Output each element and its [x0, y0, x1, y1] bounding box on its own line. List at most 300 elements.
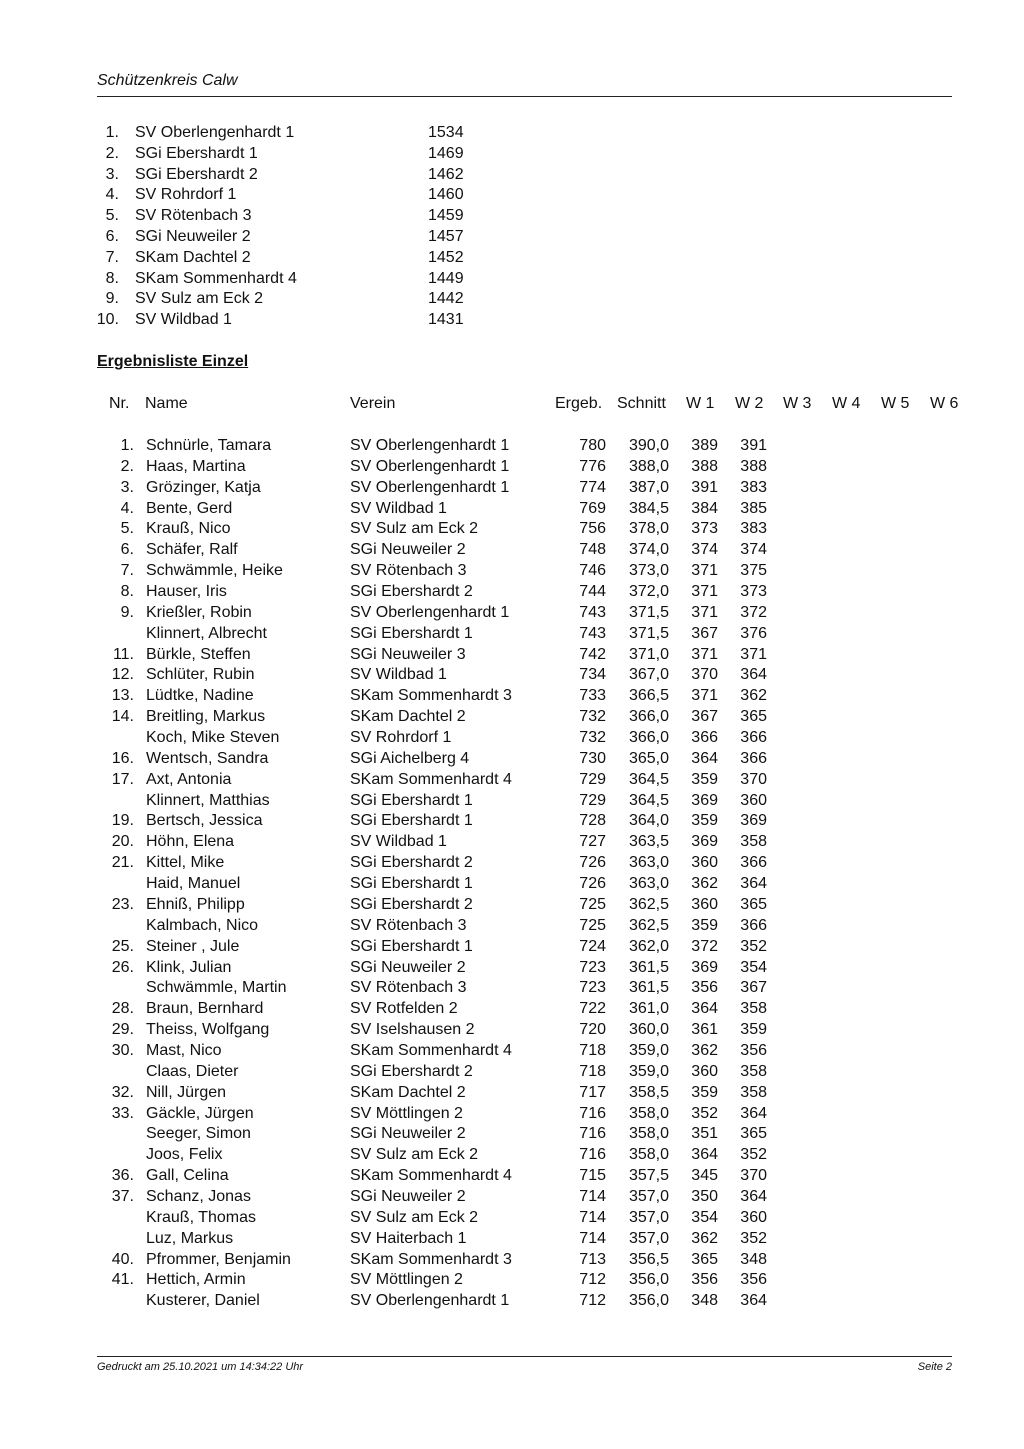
result-total: 756 [579, 520, 606, 538]
result-rank: 3. [120, 478, 134, 496]
result-average: 372,0 [628, 583, 669, 601]
table-row [0, 1061, 1024, 1082]
result-average: 366,5 [628, 687, 669, 705]
result-club: SV Wildbad 1 [350, 499, 447, 517]
result-club: SV Wildbad 1 [350, 833, 447, 851]
result-total: 720 [579, 1021, 606, 1039]
result-club: SV Iselshausen 2 [350, 1021, 475, 1039]
col-w5: W 5 [881, 395, 910, 412]
result-w1: 369 [691, 958, 718, 976]
team-rank: 5. [105, 207, 119, 225]
results-column-headers [0, 393, 1024, 415]
table-row [0, 727, 1024, 748]
result-name: Wentsch, Sandra [146, 749, 269, 767]
result-club: SV Rotfelden 2 [350, 1000, 458, 1018]
result-w1: 354 [691, 1208, 718, 1226]
result-average: 358,0 [628, 1104, 669, 1122]
col-w3: W 3 [783, 395, 812, 412]
result-w1: 365 [691, 1250, 718, 1268]
col-nr: Nr. [109, 395, 130, 412]
result-total: 732 [579, 729, 606, 747]
result-rank: 32. [111, 1083, 134, 1101]
result-w1: 348 [691, 1292, 718, 1310]
col-w6: W 6 [930, 395, 959, 412]
result-average: 364,0 [628, 812, 669, 830]
result-average: 373,0 [628, 562, 669, 580]
result-w2: 367 [740, 979, 767, 997]
result-w2: 372 [740, 603, 767, 621]
result-total: 727 [579, 833, 606, 851]
team-score: 1459 [428, 207, 464, 225]
result-name: Höhn, Elena [146, 833, 235, 851]
result-name: Axt, Antonia [146, 770, 232, 788]
result-total: 743 [579, 624, 606, 642]
table-row [0, 518, 1024, 539]
result-total: 728 [579, 812, 606, 830]
result-rank: 29. [111, 1021, 134, 1039]
table-row [0, 477, 1024, 498]
result-total: 743 [579, 603, 606, 621]
table-row [0, 1186, 1024, 1207]
result-total: 729 [579, 770, 606, 788]
team-row [0, 164, 600, 185]
table-row [0, 1082, 1024, 1103]
result-average: 364,5 [628, 791, 669, 809]
team-score: 1457 [428, 228, 464, 245]
result-club: SV Rötenbach 3 [350, 562, 467, 580]
result-average: 361,5 [628, 958, 669, 976]
result-w1: 351 [691, 1125, 718, 1143]
table-row [0, 435, 1024, 456]
result-club: SGi Ebershardt 1 [350, 937, 473, 955]
result-club: SGi Aichelberg 4 [350, 749, 470, 767]
result-w1: 370 [691, 666, 718, 684]
team-club: SKam Sommenhardt 4 [135, 269, 297, 287]
result-total: 713 [579, 1250, 606, 1268]
team-row [0, 247, 600, 268]
result-name: Seeger, Simon [146, 1125, 251, 1143]
result-w1: 359 [691, 812, 718, 830]
result-rank: 19. [111, 812, 134, 830]
result-w1: 364 [691, 1146, 718, 1164]
result-w1: 374 [691, 541, 718, 559]
result-average: 371,5 [628, 603, 669, 621]
team-rank: 9. [105, 290, 119, 308]
result-club: SGi Neuweiler 2 [350, 541, 466, 559]
result-total: 714 [579, 1229, 606, 1247]
result-club: SKam Sommenhardt 3 [350, 1250, 512, 1268]
table-row [0, 790, 1024, 811]
team-score: 1462 [428, 165, 464, 183]
result-name: Schwämmle, Heike [146, 562, 283, 580]
result-w1: 371 [691, 687, 718, 705]
table-row [0, 560, 1024, 581]
team-row [0, 205, 600, 226]
table-row [0, 1040, 1024, 1061]
result-w2: 358 [740, 833, 767, 851]
result-club: SV Sulz am Eck 2 [350, 1146, 479, 1164]
result-name: Lüdtke, Nadine [146, 687, 254, 705]
result-name: Schanz, Jonas [146, 1187, 251, 1205]
result-name: Haid, Manuel [146, 875, 241, 893]
result-name: Gall, Celina [146, 1167, 229, 1185]
col-w1: W 1 [686, 395, 715, 412]
table-row [0, 977, 1024, 998]
result-w2: 366 [740, 729, 767, 747]
result-club: SGi Ebershardt 1 [350, 624, 473, 642]
result-w1: 384 [691, 499, 718, 517]
result-w2: 364 [740, 1187, 767, 1205]
result-w1: 388 [691, 457, 718, 475]
result-w2: 356 [740, 1041, 767, 1059]
result-club: SGi Neuweiler 2 [350, 1125, 466, 1143]
result-w1: 367 [691, 624, 718, 642]
table-row [0, 539, 1024, 560]
team-rank: 7. [105, 248, 119, 266]
result-rank: 4. [120, 499, 134, 517]
result-w2: 366 [740, 854, 767, 872]
table-row [0, 685, 1024, 706]
result-rank: 37. [111, 1187, 134, 1205]
result-club: SGi Neuweiler 2 [350, 1187, 466, 1205]
result-total: 725 [579, 895, 606, 913]
table-row [0, 936, 1024, 957]
result-rank: 40. [111, 1250, 134, 1268]
result-club: SGi Neuweiler 2 [350, 958, 466, 976]
result-w1: 371 [691, 562, 718, 580]
result-w1: 367 [691, 708, 718, 726]
result-w2: 366 [740, 749, 767, 767]
result-w1: 366 [691, 729, 718, 747]
result-club: SV Rohrdorf 1 [350, 729, 452, 747]
result-club: SGi Ebershardt 2 [350, 895, 473, 913]
table-row [0, 748, 1024, 769]
result-total: 723 [579, 958, 606, 976]
table-row [0, 1165, 1024, 1186]
result-name: Klinnert, Matthias [146, 791, 270, 809]
result-w1: 369 [691, 833, 718, 851]
result-club: SKam Sommenhardt 3 [350, 687, 512, 705]
team-row [0, 309, 600, 330]
footer-divider [97, 1356, 952, 1357]
result-name: Koch, Mike Steven [146, 729, 280, 747]
result-average: 357,0 [628, 1208, 669, 1226]
team-score: 1534 [428, 124, 464, 141]
result-total: 726 [579, 875, 606, 893]
result-average: 371,5 [628, 624, 669, 642]
result-rank: 17. [111, 770, 134, 788]
result-total: 715 [579, 1167, 606, 1185]
result-total: 726 [579, 854, 606, 872]
result-average: 384,5 [628, 499, 669, 517]
result-w1: 364 [691, 1000, 718, 1018]
result-total: 748 [579, 541, 606, 559]
result-average: 378,0 [628, 520, 669, 538]
result-name: Hauser, Iris [146, 583, 227, 601]
table-row [0, 810, 1024, 831]
result-w2: 364 [740, 666, 767, 684]
result-total: 712 [579, 1292, 606, 1310]
table-row [0, 998, 1024, 1019]
result-name: Krauß, Nico [146, 520, 231, 538]
result-average: 362,5 [628, 916, 669, 934]
result-club: SV Rötenbach 3 [350, 916, 467, 934]
table-row [0, 1144, 1024, 1165]
table-row [0, 769, 1024, 790]
result-club: SGi Ebershardt 1 [350, 875, 473, 893]
team-rank: 4. [105, 186, 119, 204]
result-w2: 366 [740, 916, 767, 934]
result-w2: 365 [740, 708, 767, 726]
result-rank: 6. [120, 541, 134, 559]
result-name: Ehniß, Philipp [146, 895, 245, 913]
result-w2: 376 [740, 624, 767, 642]
result-average: 359,0 [628, 1041, 669, 1059]
team-club: SV Sulz am Eck 2 [135, 290, 264, 308]
table-row [0, 852, 1024, 873]
result-w1: 359 [691, 916, 718, 934]
col-verein: Verein [350, 395, 396, 412]
result-w2: 383 [740, 478, 767, 496]
result-total: 718 [579, 1041, 606, 1059]
result-average: 363,5 [628, 833, 669, 851]
result-w2: 358 [740, 1062, 767, 1080]
result-rank: 12. [111, 666, 134, 684]
team-row [0, 184, 600, 205]
table-row [0, 1019, 1024, 1040]
result-w2: 391 [740, 437, 767, 454]
result-club: SV Sulz am Eck 2 [350, 1208, 479, 1226]
result-name: Schwämmle, Martin [146, 979, 287, 997]
result-club: SGi Neuweiler 3 [350, 645, 466, 663]
table-row [0, 581, 1024, 602]
result-average: 357,0 [628, 1187, 669, 1205]
result-club: SV Oberlengenhardt 1 [350, 1292, 510, 1310]
result-average: 361,5 [628, 979, 669, 997]
team-row [0, 268, 600, 289]
result-total: 725 [579, 916, 606, 934]
result-club: SGi Ebershardt 2 [350, 1062, 473, 1080]
result-total: 716 [579, 1146, 606, 1164]
result-average: 357,5 [628, 1167, 669, 1185]
col-name: Name [145, 395, 188, 412]
result-club: SGi Ebershardt 1 [350, 791, 473, 809]
result-rank: 33. [111, 1104, 134, 1122]
result-rank: 41. [111, 1271, 134, 1289]
result-w1: 360 [691, 895, 718, 913]
result-club: SV Oberlengenhardt 1 [350, 437, 510, 454]
result-name: Braun, Bernhard [146, 1000, 264, 1018]
result-rank: 36. [111, 1167, 134, 1185]
result-rank: 5. [120, 520, 134, 538]
result-total: 732 [579, 708, 606, 726]
page-number: Seite 2 [917, 1361, 952, 1373]
result-average: 363,0 [628, 875, 669, 893]
team-score: 1449 [428, 269, 464, 287]
result-club: SV Wildbad 1 [350, 666, 447, 684]
table-row [0, 831, 1024, 852]
table-row [0, 602, 1024, 623]
page-header: Schützenkreis Calw [97, 72, 238, 89]
result-total: 716 [579, 1125, 606, 1143]
result-average: 358,5 [628, 1083, 669, 1101]
result-w1: 362 [691, 875, 718, 893]
result-name: Klink, Julian [146, 958, 232, 976]
result-average: 390,0 [628, 437, 669, 454]
table-row [0, 1290, 1024, 1311]
table-row [0, 894, 1024, 915]
result-rank: 30. [111, 1041, 134, 1059]
result-club: SV Sulz am Eck 2 [350, 520, 479, 538]
col-w2: W 2 [735, 395, 764, 412]
team-club: SV Wildbad 1 [135, 311, 232, 329]
table-row [0, 1103, 1024, 1124]
result-name: Luz, Markus [146, 1229, 234, 1247]
result-w2: 373 [740, 583, 767, 601]
result-name: Claas, Dieter [146, 1062, 239, 1080]
result-name: Schlüter, Rubin [146, 666, 255, 684]
result-name: Theiss, Wolfgang [146, 1021, 270, 1039]
result-club: SKam Dachtel 2 [350, 708, 466, 726]
result-total: 714 [579, 1208, 606, 1226]
team-row [0, 122, 600, 143]
result-rank: 13. [111, 687, 134, 705]
team-rank: 3. [105, 165, 119, 183]
result-w2: 352 [740, 1229, 767, 1247]
result-w2: 362 [740, 687, 767, 705]
result-w2: 364 [740, 875, 767, 893]
result-club: SGi Ebershardt 1 [350, 812, 473, 830]
result-total: 746 [579, 562, 606, 580]
team-score: 1460 [428, 186, 464, 204]
result-average: 388,0 [628, 457, 669, 475]
result-w1: 371 [691, 645, 718, 663]
result-w1: 362 [691, 1229, 718, 1247]
result-club: SGi Ebershardt 2 [350, 583, 473, 601]
result-w1: 345 [691, 1167, 718, 1185]
result-average: 366,0 [628, 729, 669, 747]
team-row [0, 226, 600, 247]
table-row [0, 915, 1024, 936]
result-w2: 364 [740, 1292, 767, 1310]
result-w2: 365 [740, 895, 767, 913]
result-club: SKam Dachtel 2 [350, 1083, 466, 1101]
result-w1: 360 [691, 1062, 718, 1080]
result-rank: 16. [111, 749, 134, 767]
result-average: 365,0 [628, 749, 669, 767]
result-w2: 365 [740, 1125, 767, 1143]
result-w1: 371 [691, 603, 718, 621]
result-name: Schäfer, Ralf [146, 541, 238, 559]
result-total: 714 [579, 1187, 606, 1205]
team-score: 1452 [428, 248, 464, 266]
result-average: 371,0 [628, 645, 669, 663]
result-total: 723 [579, 979, 606, 997]
result-total: 744 [579, 583, 606, 601]
result-average: 356,0 [628, 1271, 669, 1289]
result-w1: 391 [691, 478, 718, 496]
result-name: Kittel, Mike [146, 854, 225, 872]
header-divider [97, 96, 952, 97]
result-average: 362,5 [628, 895, 669, 913]
table-row [0, 644, 1024, 665]
result-w1: 360 [691, 854, 718, 872]
result-average: 356,5 [628, 1250, 669, 1268]
team-score: 1431 [428, 311, 464, 329]
result-name: Grözinger, Katja [146, 478, 261, 496]
result-w2: 388 [740, 457, 767, 475]
result-w2: 358 [740, 1000, 767, 1018]
result-club: SV Oberlengenhardt 1 [350, 603, 510, 621]
result-average: 366,0 [628, 708, 669, 726]
result-w1: 362 [691, 1041, 718, 1059]
team-club: SKam Dachtel 2 [135, 248, 251, 266]
result-w2: 356 [740, 1271, 767, 1289]
result-rank: 7. [120, 562, 134, 580]
result-name: Nill, Jürgen [146, 1083, 227, 1101]
result-rank: 14. [111, 708, 134, 726]
result-name: Hettich, Armin [146, 1271, 246, 1289]
team-row [0, 288, 600, 309]
result-rank: 26. [111, 958, 134, 976]
result-club: SKam Sommenhardt 4 [350, 1167, 512, 1185]
team-club: SGi Ebershardt 1 [135, 144, 258, 162]
team-club: SGi Ebershardt 2 [135, 165, 258, 183]
result-w1: 369 [691, 791, 718, 809]
result-average: 367,0 [628, 666, 669, 684]
result-w1: 359 [691, 1083, 718, 1101]
result-total: 718 [579, 1062, 606, 1080]
result-average: 358,0 [628, 1146, 669, 1164]
team-club: SV Rötenbach 3 [135, 207, 252, 225]
result-average: 360,0 [628, 1021, 669, 1039]
result-name: Kusterer, Daniel [146, 1292, 260, 1310]
result-w1: 361 [691, 1021, 718, 1039]
result-w2: 371 [740, 645, 767, 663]
result-w2: 369 [740, 812, 767, 830]
result-w2: 383 [740, 520, 767, 538]
result-name: Bertsch, Jessica [146, 812, 263, 830]
table-row [0, 1207, 1024, 1228]
result-w2: 358 [740, 1083, 767, 1101]
team-rank: 8. [105, 269, 119, 287]
col-w4: W 4 [832, 395, 861, 412]
result-average: 361,0 [628, 1000, 669, 1018]
result-name: Steiner , Jule [146, 937, 240, 955]
result-average: 362,0 [628, 937, 669, 955]
result-name: Joos, Felix [146, 1146, 223, 1164]
result-total: 734 [579, 666, 606, 684]
result-w2: 370 [740, 770, 767, 788]
result-total: 730 [579, 749, 606, 767]
result-w2: 352 [740, 1146, 767, 1164]
col-ergeb: Ergeb. [555, 395, 603, 412]
table-row [0, 623, 1024, 644]
result-w2: 348 [740, 1250, 767, 1268]
table-row [0, 957, 1024, 978]
result-w1: 356 [691, 1271, 718, 1289]
result-total: 716 [579, 1104, 606, 1122]
team-rank: 6. [105, 228, 119, 245]
result-name: Kalmbach, Nico [146, 916, 259, 934]
result-name: Mast, Nico [146, 1041, 222, 1059]
result-w1: 356 [691, 979, 718, 997]
team-rank: 2. [105, 144, 119, 162]
result-rank: 2. [120, 457, 134, 475]
result-total: 776 [579, 457, 606, 475]
result-w2: 364 [740, 1104, 767, 1122]
table-row [0, 456, 1024, 477]
